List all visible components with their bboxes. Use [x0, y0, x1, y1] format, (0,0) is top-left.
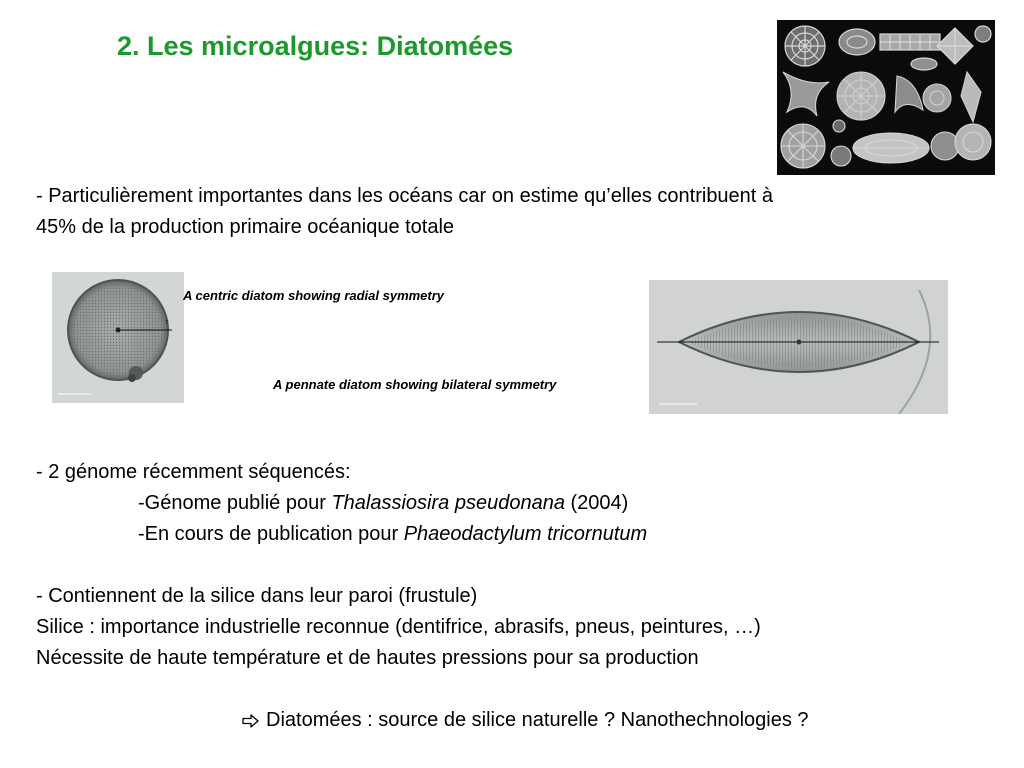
- centric-diatom-image: [52, 272, 184, 403]
- genome-item-thalassiosira: [138, 488, 628, 519]
- centric-diatom-caption: A centric diatom showing radial symmetry: [183, 288, 445, 303]
- diatom-plate-image: [777, 20, 995, 175]
- silica-production-line: Nécessite de haute température et de hautes pressions pour sa production: [36, 647, 699, 669]
- pennate-diatom-caption: A pennate diatom showing bilateral symmetry: [273, 377, 557, 392]
- genome-item-phaeodactylum: [138, 519, 647, 550]
- slide-title: 2. Les microalgues: Diatomées: [117, 31, 514, 61]
- genome-item2-prefix: -En cours de publication pour: [138, 523, 404, 545]
- arrow-right-icon: [242, 714, 260, 728]
- bullet-genome-heading: - 2 génome récemment séquencés:: [36, 461, 351, 483]
- bullet-silica-line1: - Contiennent de la silice dans leur paroi (frustule): [36, 585, 478, 607]
- bullet-importance-line1: - Particulièrement importantes dans les océans car on estime qu’elles contribuent à: [36, 185, 774, 207]
- radius-label: r: [166, 319, 169, 326]
- silica-industry-line: Silice : importance industrielle reconnue (dentifrice, abrasifs, pneus, peintures, …): [36, 616, 761, 638]
- conclusion-line: [242, 705, 809, 736]
- species-phaeodactylum: Phaeodactylum tricornutum: [403, 523, 648, 545]
- genome-item1-suffix: (2004): [564, 492, 629, 514]
- conclusion-text: Diatomées : source de silice naturelle ? Nanothechnologies ?: [266, 709, 809, 731]
- species-thalassiosira: Thalassiosira pseudonana: [331, 492, 565, 514]
- genome-item1-prefix: -Génome publié pour: [138, 492, 332, 514]
- bullet-importance-line2: 45% de la production primaire océanique totale: [36, 216, 455, 238]
- pennate-diatom-image: [649, 280, 948, 414]
